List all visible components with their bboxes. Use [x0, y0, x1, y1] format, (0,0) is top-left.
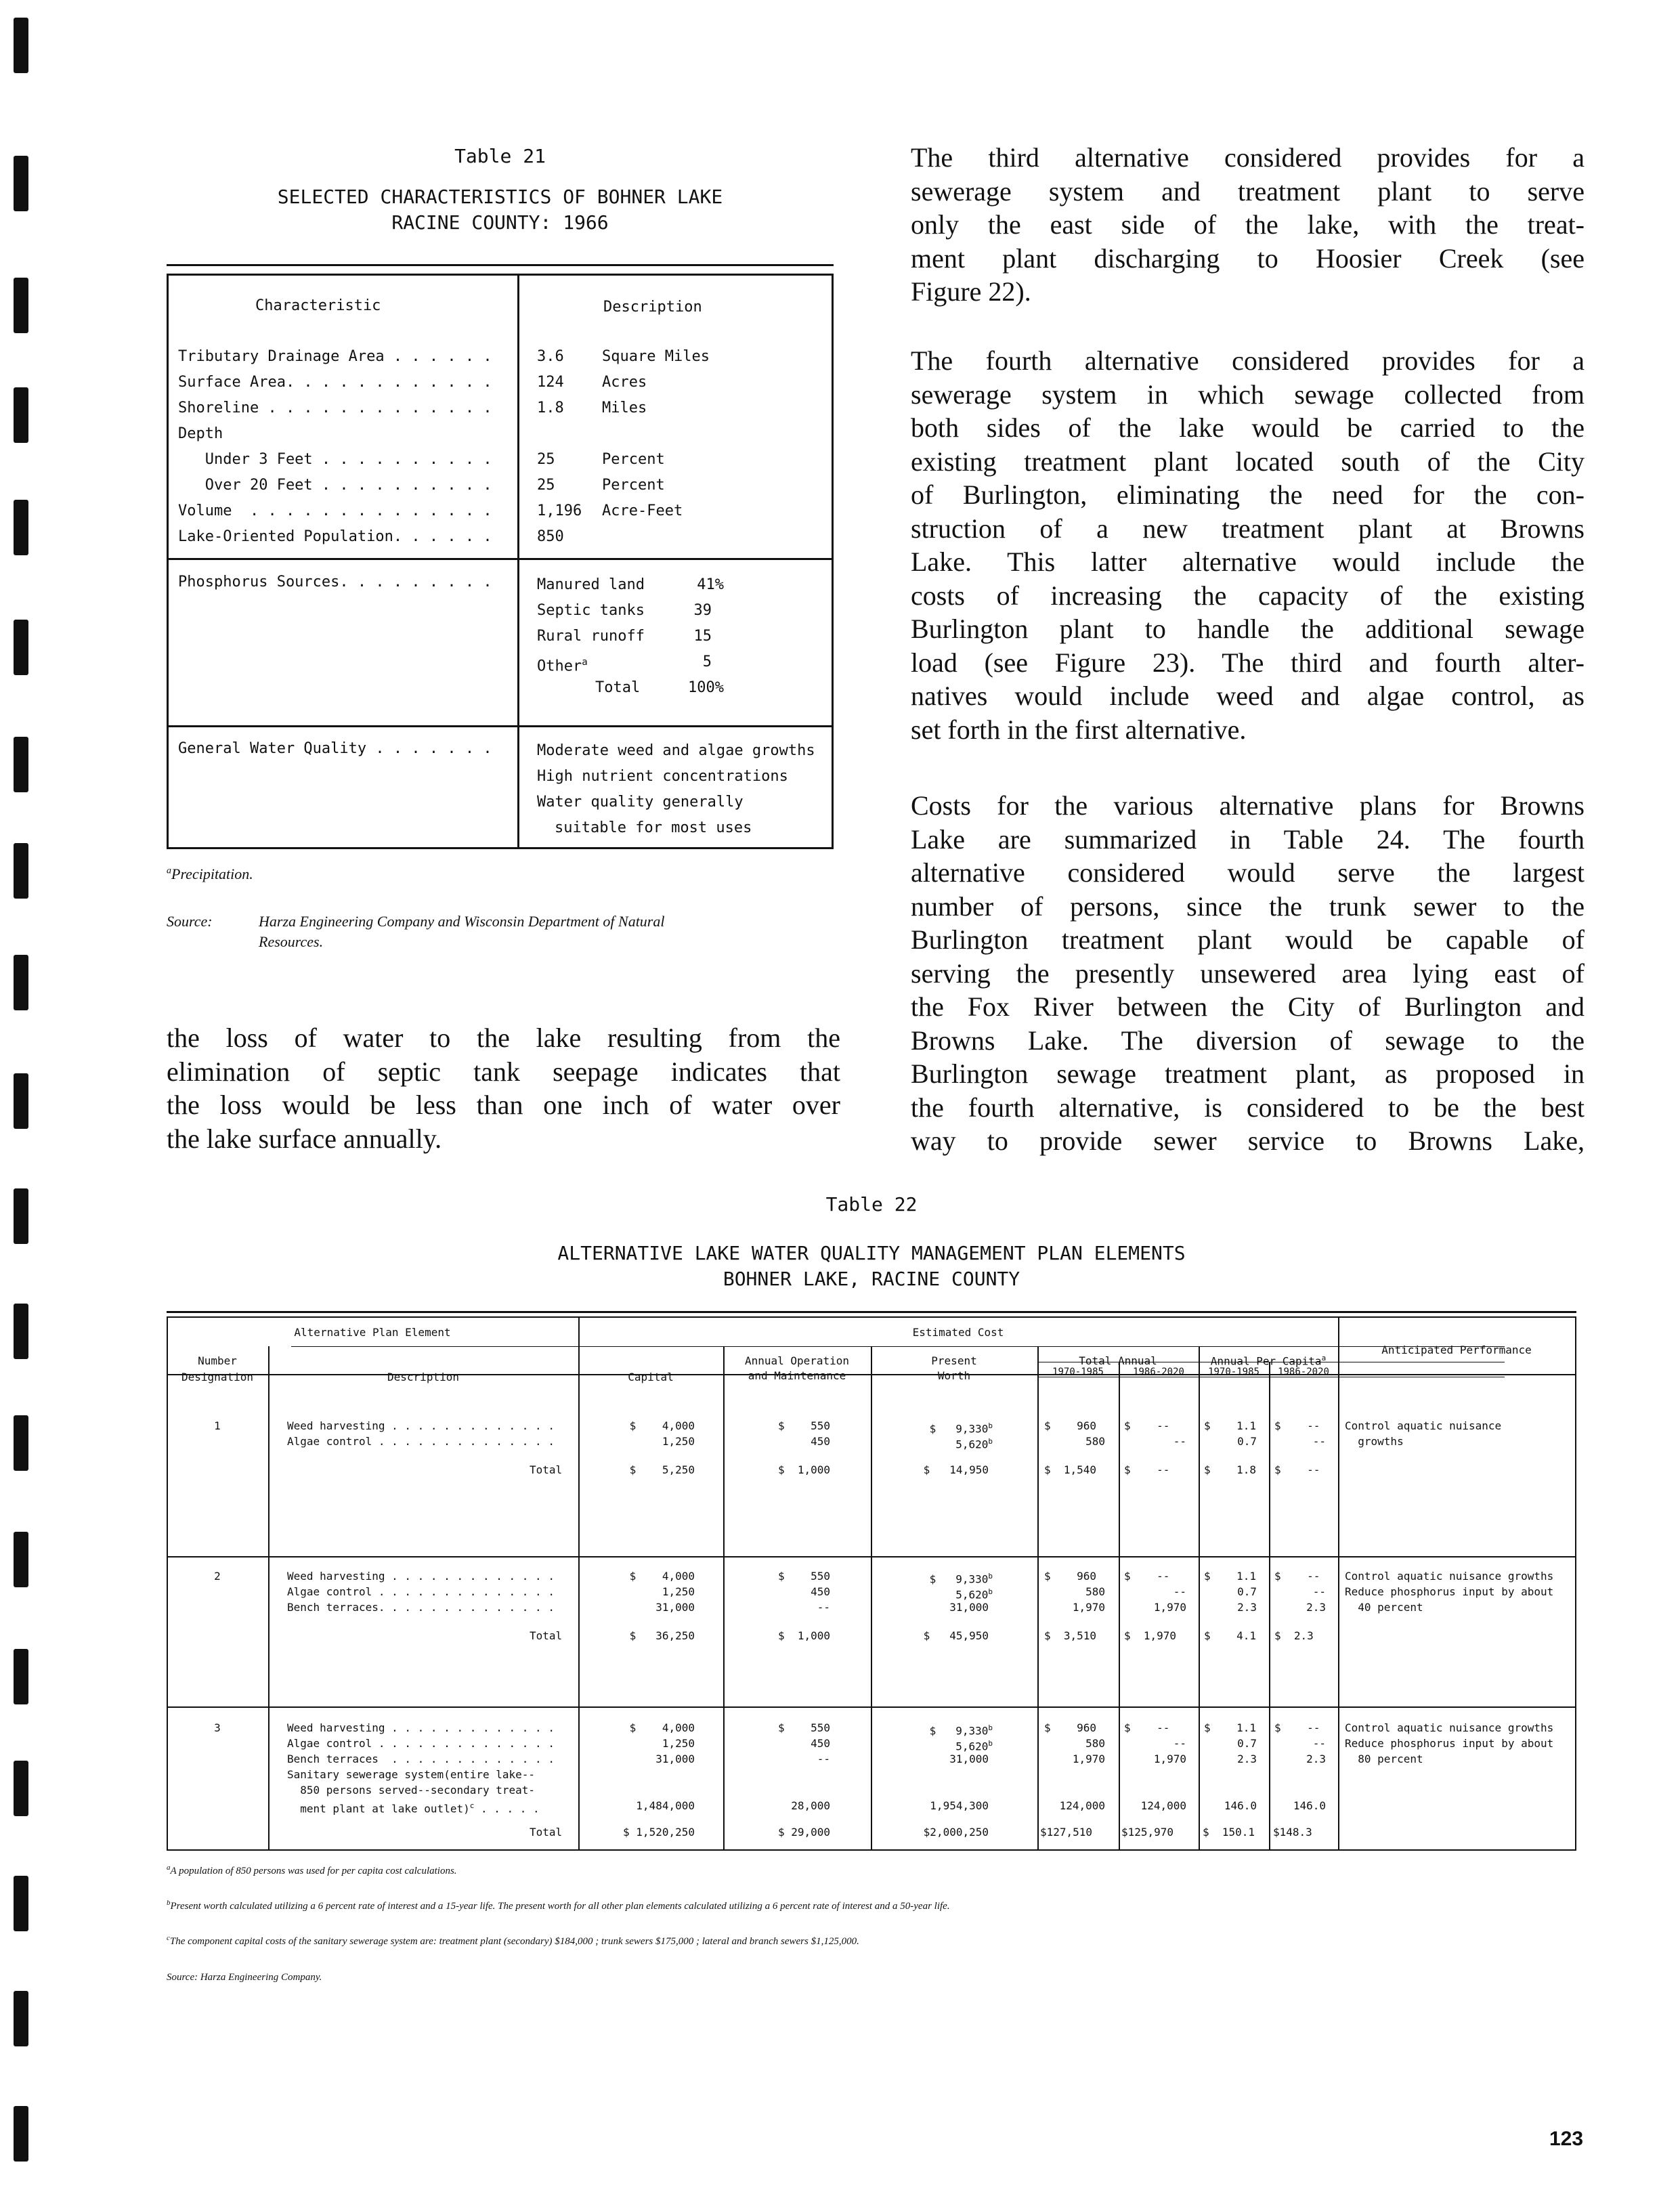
footnote-marker: b: [988, 1587, 993, 1596]
table21-row-label: Under 3 Feet . . . . . . . . . .: [178, 451, 492, 468]
table22-capital: $ 4,000: [629, 1721, 695, 1734]
table22-total-label: Total: [530, 1463, 563, 1476]
table22-pc1-total: $ 150.1: [1203, 1826, 1255, 1839]
table21-phosphorus-source: Septic tanks: [537, 602, 645, 619]
table22-column-line: [1119, 1362, 1120, 1851]
text-line: ment plant discharging to Hoosier Creek (see: [911, 242, 1585, 274]
text-line: serving the presently unsewered area lying east of: [911, 958, 1585, 989]
table22-pc1: $ 1.1: [1204, 1570, 1257, 1583]
table22-capital: 1,250: [662, 1737, 695, 1750]
right-column-paragraph-2: [911, 344, 1585, 746]
table22-capital: $ 4,000: [629, 1419, 695, 1432]
binder-mark: [14, 1304, 28, 1359]
text-line: elimination of septic tank seepage indicates that: [167, 1056, 840, 1087]
text-line: The third alternative considered provides for a: [911, 142, 1585, 173]
table22-footnote-c: [167, 1934, 859, 1948]
table22-desc: Algae control . . . . . . . . . . . . . .: [287, 1585, 555, 1598]
table22-pc2: 2.3: [1306, 1753, 1326, 1765]
text-line: only the east side of the lake, with the treat-: [911, 209, 1585, 240]
table22-pc2: 2.3: [1306, 1601, 1326, 1614]
text-line: sewerage system and treatment plant to serve: [911, 175, 1585, 207]
table22-number: 3: [214, 1721, 221, 1734]
table22-pc1: $ 1.1: [1204, 1721, 1257, 1734]
table22-header-alt-plan-element: Alternative Plan Element: [294, 1326, 451, 1339]
footnote-marker: b: [167, 1899, 171, 1907]
table22-header-designation: Designation: [181, 1371, 253, 1383]
table21-phosphorus-value: 41%: [697, 576, 724, 593]
text-line: the lake surface annually.: [167, 1123, 442, 1154]
table22-pc1-total: $ 1.8: [1204, 1463, 1257, 1476]
binder-mark: [14, 737, 28, 792]
table22-ta2: --: [1173, 1585, 1186, 1598]
table21-row-unit: Acres: [602, 374, 647, 391]
table22-header-present-worth: Present: [931, 1354, 977, 1367]
text-line: the loss would be less than one inch of water over: [167, 1090, 840, 1120]
table22-pc2-total: $ 2.3: [1274, 1629, 1314, 1642]
text-line: of Burlington, eliminating the need for the con-: [911, 479, 1585, 510]
page-number: 123: [1549, 2128, 1584, 2150]
table22-capital: 1,250: [662, 1435, 695, 1448]
table22-ta2-total: $ 1,970: [1124, 1629, 1177, 1642]
footnote-marker: a: [167, 865, 171, 876]
table22-header-estimated-cost: Estimated Cost: [912, 1326, 1004, 1339]
pw-value: $ 9,330: [929, 1724, 989, 1738]
text-line: existing treatment plant located south of the City: [911, 446, 1585, 477]
table22-title-line2: BOHNER LAKE, RACINE COUNTY: [723, 1268, 1020, 1290]
table21-quality-line: High nutrient concentrations: [537, 768, 788, 785]
table22-header-capital: Capital: [628, 1371, 674, 1383]
table22-performance: 40 percent: [1345, 1601, 1423, 1614]
table22-ta2: $ --: [1124, 1721, 1170, 1734]
binder-mark: [14, 843, 28, 899]
table22-pc1: $ 1.1: [1204, 1419, 1257, 1432]
table22-header-period: 1986-2020: [1133, 1367, 1184, 1377]
text-line: Figure 22).: [911, 276, 1031, 307]
pw-value: 5,620: [955, 1740, 989, 1753]
table22-column-line: [268, 1346, 270, 1851]
table22-capital-total: $ 1,520,250: [623, 1826, 695, 1839]
table22-om-total: $ 1,000: [777, 1463, 830, 1476]
table22-header-present-worth: Worth: [937, 1369, 971, 1382]
text-line: alternative considered would serve the largest: [911, 857, 1585, 888]
footnote-marker: b: [988, 1723, 993, 1732]
table22-ta1-total: $127,510: [1040, 1826, 1093, 1839]
text-line: load (see Figure 23). The third and fourth alter-: [911, 647, 1585, 678]
table22-desc-sanitary: [287, 1798, 540, 1816]
table21-row-unit: Acre-Feet: [602, 502, 683, 519]
per-capita-label: Annual Per Capita: [1210, 1354, 1322, 1368]
left-column-paragraph: [167, 1021, 840, 1155]
table22-pw-total: $2,000,250: [923, 1826, 989, 1839]
table22-om: $ 550: [777, 1570, 830, 1583]
table22-om-total: $ 29,000: [777, 1826, 830, 1839]
table22-om: 28,000: [791, 1799, 830, 1812]
table22-top-rule-inner: [167, 1316, 1576, 1318]
table22-capital: $ 4,000: [629, 1570, 695, 1583]
table22-capital: 1,484,000: [636, 1799, 695, 1812]
table22-header-performance: Anticipated Performance: [1381, 1344, 1532, 1356]
footnote-marker: a: [1321, 1354, 1327, 1362]
binder-mark: [14, 18, 28, 73]
footnote-marker: c: [167, 1934, 170, 1942]
text-line: Burlington sewage treatment plant, as proposed in: [911, 1058, 1585, 1089]
table22-pw: 31,000: [949, 1601, 989, 1614]
table22-pc1: 0.7: [1237, 1585, 1257, 1598]
table22-pc1: 2.3: [1237, 1601, 1257, 1614]
table22-ta1: 580: [1085, 1585, 1105, 1598]
footnote-text: A population of 850 persons was used for per capita cost calculations.: [170, 1866, 457, 1876]
table21-column-divider: [517, 276, 519, 847]
table21-source-line2: Resources.: [259, 933, 324, 950]
text-line: Costs for the various alternative plans for Browns: [911, 790, 1585, 821]
text-line: The fourth alternative considered provides for a: [911, 345, 1585, 376]
table22-ta2: 124,000: [1140, 1799, 1186, 1812]
table22-ta1-total: $ 3,510: [1044, 1629, 1097, 1642]
table22-ta2-total: $125,970: [1121, 1826, 1174, 1839]
text-line: Burlington plant to handle the additional sewage: [911, 614, 1585, 644]
binder-mark: [14, 620, 28, 675]
table22-desc-sanitary: 850 persons served--secondary treat-: [287, 1784, 536, 1797]
table22-capital: 31,000: [655, 1601, 695, 1614]
table21-row-label: Shoreline . . . . . . . . . . . . .: [178, 400, 492, 416]
table21-source-label: Source:: [167, 913, 213, 930]
table21-phosphorus-label: Phosphorus Sources. . . . . . . . .: [178, 574, 492, 590]
table22-pc1: 146.0: [1224, 1799, 1257, 1812]
text-line: set forth in the first alternative.: [911, 714, 1247, 745]
table22-ta1: 1,970: [1072, 1601, 1105, 1614]
binder-mark: [14, 156, 28, 211]
table22-desc: Weed harvesting . . . . . . . . . . . . .: [287, 1570, 555, 1583]
table22-header-annual-om: Annual Operation: [744, 1354, 850, 1367]
table21-row-value: 1,196: [537, 502, 582, 519]
table22-pc2: $ --: [1274, 1419, 1320, 1432]
table22-header-subrule: [291, 1346, 1505, 1347]
table22-performance: Control aquatic nuisance growths: [1345, 1570, 1554, 1583]
footnote-marker: b: [988, 1437, 993, 1446]
table21-phosphorus-total-label: Total: [595, 679, 641, 696]
table21-row-value: 1.8: [537, 400, 564, 416]
table22-header-description: Description: [387, 1371, 459, 1383]
pw-value: $ 9,330: [929, 1572, 989, 1586]
table22-desc: Bench terraces . . . . . . . . . . . . .: [287, 1753, 555, 1765]
table22-capital: 31,000: [655, 1753, 695, 1765]
table22-border: [1575, 1316, 1576, 1851]
table21-section-divider: [169, 725, 832, 727]
table22-top-rule: [167, 1311, 1576, 1313]
table22-pc1-total: $ 4.1: [1204, 1629, 1257, 1642]
table22-om: 450: [811, 1737, 830, 1750]
table21-title-line1: SELECTED CHARACTERISTICS OF BOHNER LAKE: [277, 186, 723, 208]
table22-pc2: --: [1312, 1737, 1326, 1750]
table21-title-line2: RACINE COUNTY: 1966: [391, 211, 609, 234]
table22-ta2: --: [1173, 1737, 1186, 1750]
table21-phosphorus-source: Rural runoff: [537, 628, 645, 645]
table22-desc-sanitary: Sanitary sewerage system(entire lake--: [287, 1768, 536, 1781]
table22-number: 2: [214, 1570, 221, 1583]
table22-performance: Reduce phosphorus input by about: [1345, 1585, 1554, 1598]
table21-row-value: 124: [537, 374, 564, 391]
table22-om: 450: [811, 1435, 830, 1448]
table22: [167, 1311, 1576, 1851]
table22-desc: Weed harvesting . . . . . . . . . . . . .: [287, 1721, 555, 1734]
table21-row-unit: Percent: [602, 451, 665, 468]
table21-row-label: Surface Area. . . . . . . . . . . .: [178, 374, 492, 391]
table22-desc: Bench terraces. . . . . . . . . . . . . .: [287, 1601, 555, 1614]
table22-column-line: [578, 1316, 580, 1851]
binder-mark: [14, 1761, 28, 1816]
right-column-paragraph-1: [911, 141, 1585, 309]
table22-header-period: 1986-2020: [1278, 1367, 1329, 1377]
table22-ta2: $ --: [1124, 1570, 1170, 1583]
binder-mark: [14, 278, 28, 333]
dot-leader: . . . . .: [474, 1802, 540, 1815]
text-line: natives would include weed and algae control, as: [911, 681, 1585, 711]
table21-other-label: Other: [537, 658, 582, 675]
footnote-marker: a: [167, 1864, 171, 1872]
table21-footnote-a: [167, 865, 253, 883]
binder-mark: [14, 1415, 28, 1471]
table22-om: $ 550: [777, 1721, 830, 1734]
table21-phosphorus-value: 100%: [688, 679, 724, 696]
binder-mark: [14, 2106, 28, 2162]
table22-om-total: $ 1,000: [777, 1629, 830, 1642]
binder-mark: [14, 1532, 28, 1587]
table22-header-total-annual: Total Annual: [1079, 1354, 1157, 1367]
table22-title-line1: ALTERNATIVE LAKE WATER QUALITY MANAGEMENT PLAN ELEMENTS: [557, 1242, 1186, 1264]
table21-phosphorus-source: [537, 649, 588, 679]
table22-column-line: [723, 1346, 725, 1851]
footnote-marker: c: [469, 1801, 475, 1810]
text-line: sewerage system in which sewage collected from: [911, 379, 1585, 410]
table22-performance: growths: [1345, 1435, 1404, 1448]
table21-row-label: Depth: [178, 425, 223, 442]
table22-header-number: Number: [198, 1354, 237, 1367]
table21-phosphorus-value: 5: [702, 653, 712, 670]
table21-row-label: Volume . . . . . . . . . . . . . .: [178, 502, 492, 519]
table21-row-value: 850: [537, 528, 564, 545]
footnote-text: Present worth calculated utilizing a 6 percent rate of interest and a 15-year life. The present worth for all other plan elements calculated utilizing a 6 percent rate of interest and a 50-year life.: [170, 1901, 950, 1912]
table21-caption: Table 21: [454, 145, 546, 167]
table22-footnote-a: [167, 1864, 457, 1877]
right-column-paragraph-3: [911, 789, 1585, 1158]
footnote-marker: b: [988, 1739, 993, 1748]
text-line: struction of a new treatment plant at Browns: [911, 513, 1585, 544]
binder-mark: [14, 955, 28, 1010]
table22-performance: Control aquatic nuisance: [1345, 1419, 1502, 1432]
table22-capital-total: $ 5,250: [629, 1463, 695, 1476]
table21-header-characteristic: Characteristic: [255, 297, 381, 314]
table22-pc1: 0.7: [1237, 1737, 1257, 1750]
footnote-marker: b: [988, 1572, 993, 1581]
table21-row-value: 25: [537, 477, 555, 494]
table22-column-line: [1199, 1346, 1200, 1851]
table22-column-line: [1037, 1346, 1039, 1851]
table21-section-divider: [169, 558, 832, 560]
table22-ta2: 1,970: [1153, 1753, 1186, 1765]
table22-pc2: --: [1312, 1585, 1326, 1598]
table22-ta2-total: $ --: [1124, 1463, 1170, 1476]
table22-ta1: 580: [1085, 1435, 1105, 1448]
table22-source: Source: Harza Engineering Company.: [167, 1972, 322, 1983]
pw-value: $ 9,330: [929, 1422, 989, 1436]
table21: [167, 274, 834, 849]
table22-pc2-total: $148.3: [1273, 1826, 1312, 1839]
table22-ta1: 580: [1085, 1737, 1105, 1750]
text-line: the Fox River between the City of Burlington and: [911, 991, 1585, 1022]
table21-phosphorus-value: 39: [693, 602, 712, 619]
table21-row-label: Tributary Drainage Area . . . . . .: [178, 348, 492, 365]
table22-column-line: [1269, 1362, 1270, 1851]
table21-row-value: 3.6: [537, 348, 564, 365]
table21-phosphorus-source: Manured land: [537, 576, 645, 593]
table21-quality-label: General Water Quality . . . . . . .: [178, 740, 492, 757]
table22-pc2-total: $ --: [1274, 1463, 1320, 1476]
table21-row-value: 25: [537, 451, 555, 468]
table22-ta2: $ --: [1124, 1419, 1170, 1432]
binder-mark: [14, 1876, 28, 1931]
table22-ta1: $ 960: [1044, 1721, 1097, 1734]
table22-desc: Algae control . . . . . . . . . . . . . .: [287, 1737, 555, 1750]
table22-performance: Reduce phosphorus input by about: [1345, 1737, 1554, 1750]
table22-om: --: [817, 1753, 830, 1765]
text-line: costs of increasing the capacity of the existing: [911, 580, 1585, 611]
table22-pw: [891, 1434, 993, 1452]
table22-pw-total: $ 14,950: [923, 1463, 989, 1476]
table21-phosphorus-value: 15: [693, 628, 712, 645]
binder-mark: [14, 1991, 28, 2046]
text-line: the fourth alternative, is considered to be the best: [911, 1092, 1585, 1123]
table21-quality-line: Moderate weed and algae growths: [537, 742, 815, 759]
table22-caption: Table 22: [825, 1193, 918, 1216]
table22-om: --: [817, 1601, 830, 1614]
text-line: Browns Lake. The diversion of sewage to the: [911, 1025, 1585, 1056]
footnote-text: The component capital costs of the sanitary sewerage system are: treatment plant (secondary) $184,000 ; trunk sewers $175,000 ; lateral and branch sewers $1,125,000.: [169, 1936, 859, 1947]
table21-row-unit: Percent: [602, 477, 665, 494]
table22-total-label: Total: [530, 1826, 563, 1839]
table22-pc2: 146.0: [1293, 1799, 1326, 1812]
table22-performance: Control aquatic nuisance growths: [1345, 1721, 1554, 1734]
table22-ta1-total: $ 1,540: [1044, 1463, 1097, 1476]
binder-mark: [14, 387, 28, 443]
table22-performance: 80 percent: [1345, 1753, 1423, 1765]
table22-header-annual-om: and Maintenance: [748, 1369, 846, 1382]
table22-ta1: 1,970: [1072, 1753, 1105, 1765]
table22-pw: 1,954,300: [930, 1799, 989, 1812]
table21-quality-line: Water quality generally: [537, 794, 744, 811]
table22-ta2: --: [1173, 1435, 1186, 1448]
table21-row-unit: Square Miles: [602, 348, 710, 365]
table21-row-label: Over 20 Feet . . . . . . . . . .: [178, 477, 492, 494]
table22-om: 450: [811, 1585, 830, 1598]
pw-value: 5,620: [955, 1588, 989, 1602]
footnote-text: Precipitation.: [171, 865, 253, 882]
table22-header-period: 1970-1985: [1208, 1367, 1259, 1377]
sanitary-line: ment plant at lake outlet): [287, 1802, 470, 1815]
footnote-marker: b: [988, 1421, 993, 1430]
binder-mark: [14, 1188, 28, 1244]
table22-pc1: 0.7: [1237, 1435, 1257, 1448]
table22-pc2: --: [1312, 1435, 1326, 1448]
table22-number: 1: [214, 1419, 221, 1432]
table22-footnote-b: [167, 1899, 950, 1912]
table21-header-description: Description: [603, 299, 702, 316]
text-line: number of persons, since the trunk sewer to the: [911, 890, 1585, 922]
table22-pc2: $ --: [1274, 1570, 1320, 1583]
binder-mark: [14, 500, 28, 555]
pw-value: 5,620: [955, 1438, 989, 1451]
table22-ta1: $ 960: [1044, 1419, 1097, 1432]
text-line: Burlington treatment plant would be capable of: [911, 924, 1585, 955]
binder-mark: [14, 1073, 28, 1129]
table22-desc: Weed harvesting . . . . . . . . . . . . .: [287, 1419, 555, 1432]
table22-total-label: Total: [530, 1629, 563, 1642]
text-line: Lake are summarized in Table 24. The fourth: [911, 823, 1585, 855]
text-line: Lake. This latter alternative would include the: [911, 546, 1585, 577]
footnote-marker: a: [582, 657, 588, 668]
table22-ta1: $ 960: [1044, 1570, 1097, 1583]
table22-pw-total: $ 45,950: [923, 1629, 989, 1642]
table21-top-rule: [167, 264, 834, 266]
binder-mark: [14, 1649, 28, 1704]
text-line: the loss of water to the lake resulting from the: [167, 1023, 840, 1053]
table21-source-line1: Harza Engineering Company and Wisconsin Department of Natural: [259, 913, 665, 930]
text-line: both sides of the lake would be carried to the: [911, 412, 1585, 443]
table22-pw: 31,000: [949, 1753, 989, 1765]
table22-capital-total: $ 36,250: [629, 1629, 695, 1642]
table22-ta1: 124,000: [1059, 1799, 1105, 1812]
table22-pc1: 2.3: [1237, 1753, 1257, 1765]
table22-om: $ 550: [777, 1419, 830, 1432]
table22-column-line: [1338, 1316, 1339, 1851]
table21-quality-line: suitable for most uses: [555, 819, 752, 836]
table22-desc: Algae control . . . . . . . . . . . . . .: [287, 1435, 555, 1448]
table21-row-unit: Miles: [602, 400, 647, 416]
table22-header-period: 1970-1985: [1052, 1367, 1104, 1377]
table22-ta2: 1,970: [1153, 1601, 1186, 1614]
table22-pc2: $ --: [1274, 1721, 1320, 1734]
text-line: way to provide sewer service to Browns Lake,: [911, 1125, 1585, 1156]
table21-row-label: Lake-Oriented Population. . . . . .: [178, 528, 492, 545]
table22-capital: 1,250: [662, 1585, 695, 1598]
table22-column-line: [871, 1346, 872, 1851]
